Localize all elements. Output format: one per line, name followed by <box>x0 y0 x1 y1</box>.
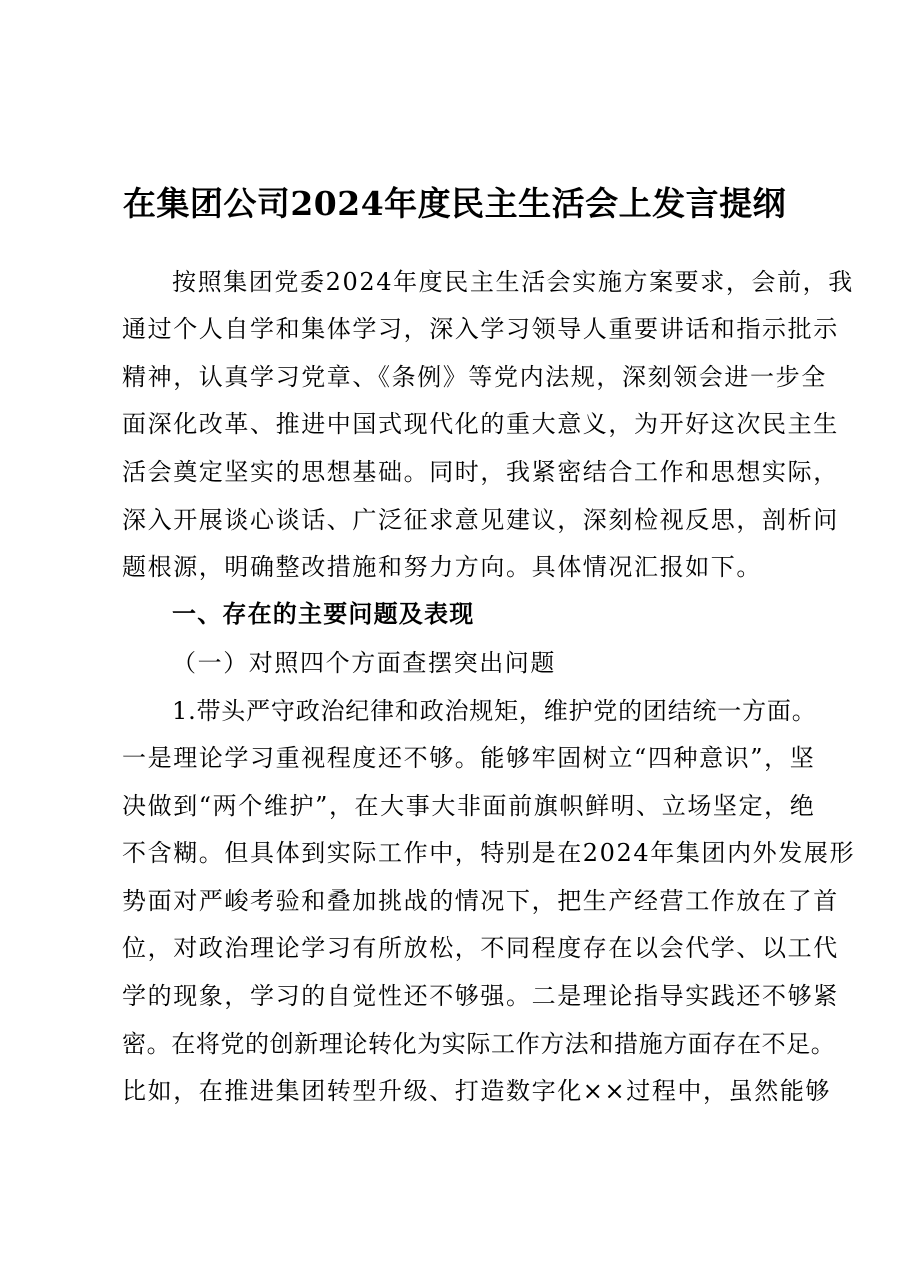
paragraph-line: 密。在将党的创新理论转化为实际工作方法和措施方面存在不足。 <box>122 1030 836 1058</box>
document-title: 在集团公司2024年度民主生活会上发言提纲 <box>122 184 787 223</box>
paragraph-line: 深入开展谈心谈话、广泛征求意见建议，深刻检视反思，剖析问 <box>122 506 839 534</box>
paragraph-line: 势面对严峻考验和叠加挑战的情况下，把生产经营工作放在了首 <box>122 887 839 915</box>
paragraph-line: 精神，认真学习党章、《条例》等党内法规，深刻领会进一步全 <box>122 363 827 391</box>
paragraph-line: 决做到“两个维护”，在大事大非面前旗帜鲜明、立场坚定，绝 <box>122 792 816 820</box>
paragraph-line: 按照集团党委2024年度民主生活会实施方案要求，会前，我 <box>172 268 854 296</box>
paragraph-line: 题根源，明确整改措施和努力方向。具体情况汇报如下。 <box>122 553 762 581</box>
paragraph-line: 面深化改革、推进中国式现代化的重大意义，为开好这次民主生 <box>122 410 839 438</box>
paragraph-line: 比如，在推进集团转型升级、打造数字化××过程中，虽然能够 <box>122 1077 832 1105</box>
paragraph-line: 不含糊。但具体到实际工作中，特别是在2024年集团内外发展形 <box>122 839 856 867</box>
paragraph-line: 活会奠定坚实的思想基础。同时，我紧密结合工作和思想实际， <box>122 458 839 486</box>
paragraph-line: 一是理论学习重视程度还不够。能够牢固树立“四种意识”，坚 <box>122 744 816 772</box>
paragraph-line: 通过个人自学和集体学习，深入学习领导人重要讲话和指示批示 <box>122 315 839 343</box>
paragraph-line: 学的现象，学习的自觉性还不够强。二是理论指导实践还不够紧 <box>122 982 839 1010</box>
subsection-heading: （一）对照四个方面查摆突出问题 <box>172 649 556 677</box>
paragraph-line: 1.带头严守政治纪律和政治规矩，维护党的团结统一方面。 <box>172 697 817 725</box>
paragraph-line: 位，对政治理论学习有所放松，不同程度存在以会代学、以工代 <box>122 934 839 962</box>
section-heading: 一、存在的主要问题及表现 <box>172 600 475 628</box>
